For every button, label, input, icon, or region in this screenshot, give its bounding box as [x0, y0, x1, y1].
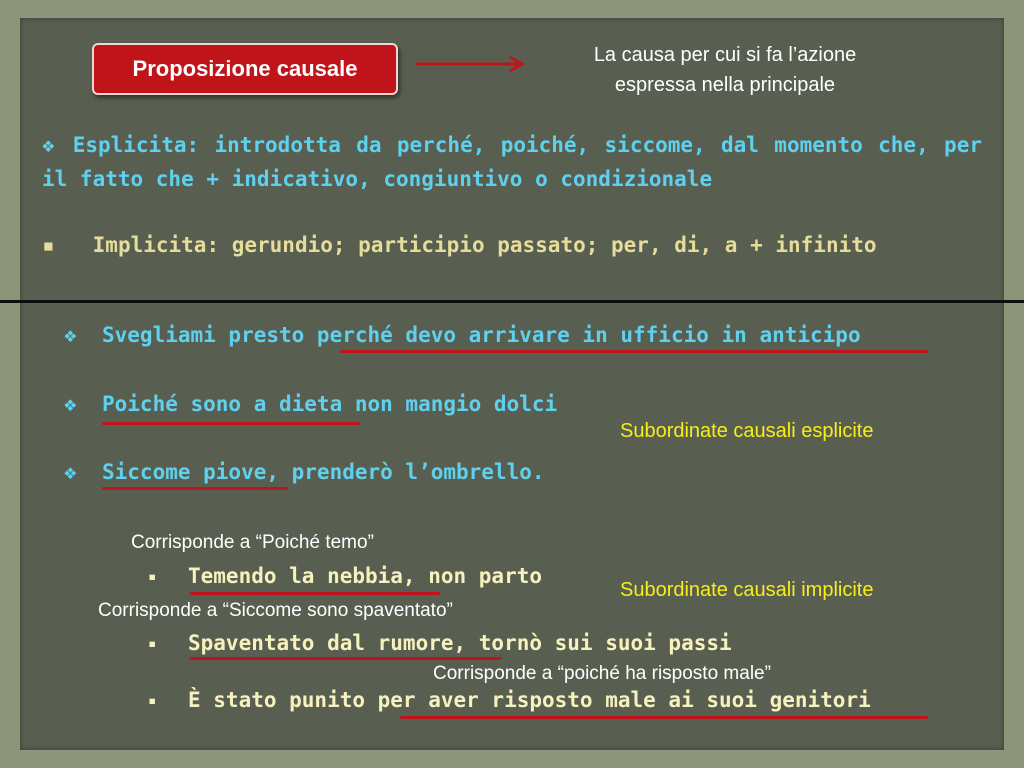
note-2: Corrisponde a “Siccome sono spaventato” — [98, 600, 453, 621]
example-text: Poiché sono a dieta non mangio dolci — [102, 392, 558, 416]
label-implicit: Subordinate causali implicite — [620, 579, 874, 601]
horizontal-divider — [0, 300, 1024, 303]
example-text: Temendo la nebbia, non parto — [188, 564, 543, 588]
example-explicit-3 — [64, 457, 545, 487]
esplicita-paragraph — [42, 128, 982, 196]
example-implicit-1 — [148, 561, 542, 592]
esplicita-text: Esplicita: introdotta da perché, poiché, siccome, dal momento che, per il fatto che + indicativo, congiuntivo o condizionale — [42, 133, 982, 191]
underline-mark — [102, 422, 360, 425]
arrow-right-icon — [414, 54, 530, 74]
underline-mark — [190, 657, 502, 660]
example-implicit-3 — [148, 685, 871, 716]
square-bullet-icon: ▪ — [148, 693, 157, 709]
diamond-bullet-icon: ❖ — [64, 323, 77, 347]
label-explicit: Subordinate causali esplicite — [620, 420, 874, 442]
diamond-bullet-icon: ❖ — [64, 460, 77, 484]
implicita-text: Implicita: gerundio; participio passato; per, di, a + infinito — [92, 233, 877, 257]
underline-mark — [340, 350, 928, 353]
square-bullet-icon: ▪ — [148, 569, 157, 585]
example-text: Spaventato dal rumore, tornò sui suoi passi — [188, 631, 732, 655]
underline-mark — [102, 487, 288, 490]
example-explicit-2 — [64, 389, 557, 419]
diamond-bullet-icon: ❖ — [42, 133, 58, 157]
example-explicit-1 — [64, 320, 861, 350]
definition-line-1: La causa per cui si fa l’azione — [593, 44, 857, 66]
underline-mark — [190, 592, 440, 595]
example-text: Siccome piove, prenderò l’ombrello. — [102, 460, 545, 484]
underline-mark — [400, 716, 928, 719]
example-text: Svegliami presto perché devo arrivare in ufficio in anticipo — [102, 323, 861, 347]
definition — [540, 40, 910, 100]
definition-line-2: espressa nella principale — [614, 74, 836, 96]
example-text: È stato punito per aver risposto male ai suoi genitori — [188, 688, 871, 712]
title-box — [92, 43, 398, 95]
square-bullet-icon: ▪ — [42, 233, 55, 257]
diamond-bullet-icon: ❖ — [64, 392, 77, 416]
square-bullet-icon: ▪ — [148, 636, 157, 652]
note-3: Corrisponde a “poiché ha risposto male” — [433, 663, 771, 684]
example-implicit-2 — [148, 628, 732, 659]
note-1: Corrisponde a “Poiché temo” — [131, 532, 374, 553]
title-text: Proposizione causale — [132, 56, 358, 81]
implicita-paragraph — [42, 230, 877, 260]
